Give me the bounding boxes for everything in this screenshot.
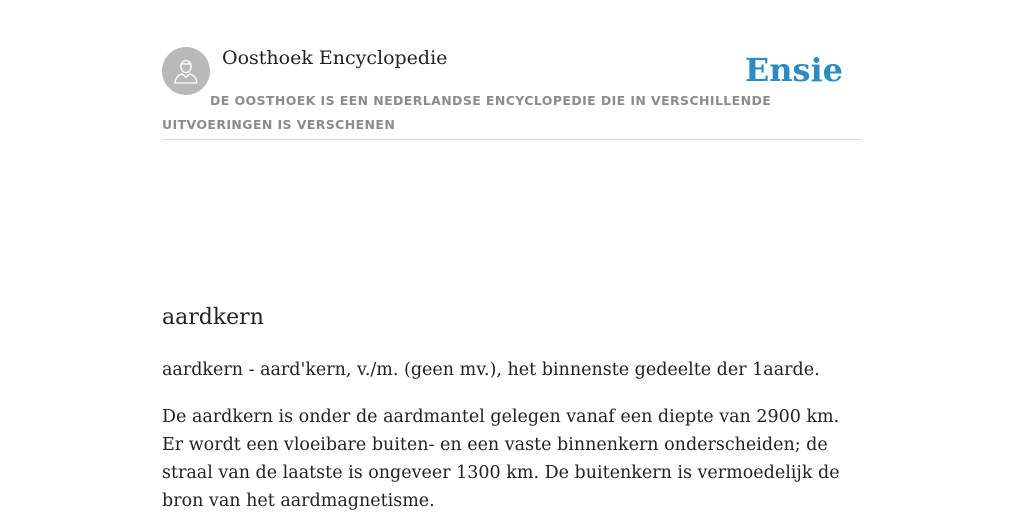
site-title[interactable]: Oosthoek Encyclopedie <box>222 47 448 69</box>
avatar[interactable] <box>162 47 210 95</box>
entry-title: aardkern <box>162 305 264 330</box>
ensie-logo[interactable]: Ensie <box>744 51 843 89</box>
page-header <box>162 0 862 140</box>
entry-definition: aardkern - aard'kern, v./m. (geen mv.), het binnenste gedeelte der 1aarde. <box>162 360 820 380</box>
entry-body: De aardkern is onder de aardmantel gelegen vanaf een diepte van 2900 km. Er wordt een vloeibare buiten- en een vaste binnenkern onderscheiden; de straal van de laatste is ongeveer 1300 km. De buitenkern is vermoedelijk de bron van het aardmagnetisme. <box>162 407 840 511</box>
user-silhouette-icon <box>171 56 201 86</box>
site-tagline: DE OOSTHOEK IS EEN NEDERLANDSE ENCYCLOPEDIE DIE IN VERSCHILLENDE UITVOERINGEN IS VERSCHENEN <box>162 93 772 132</box>
page-container <box>162 0 862 511</box>
